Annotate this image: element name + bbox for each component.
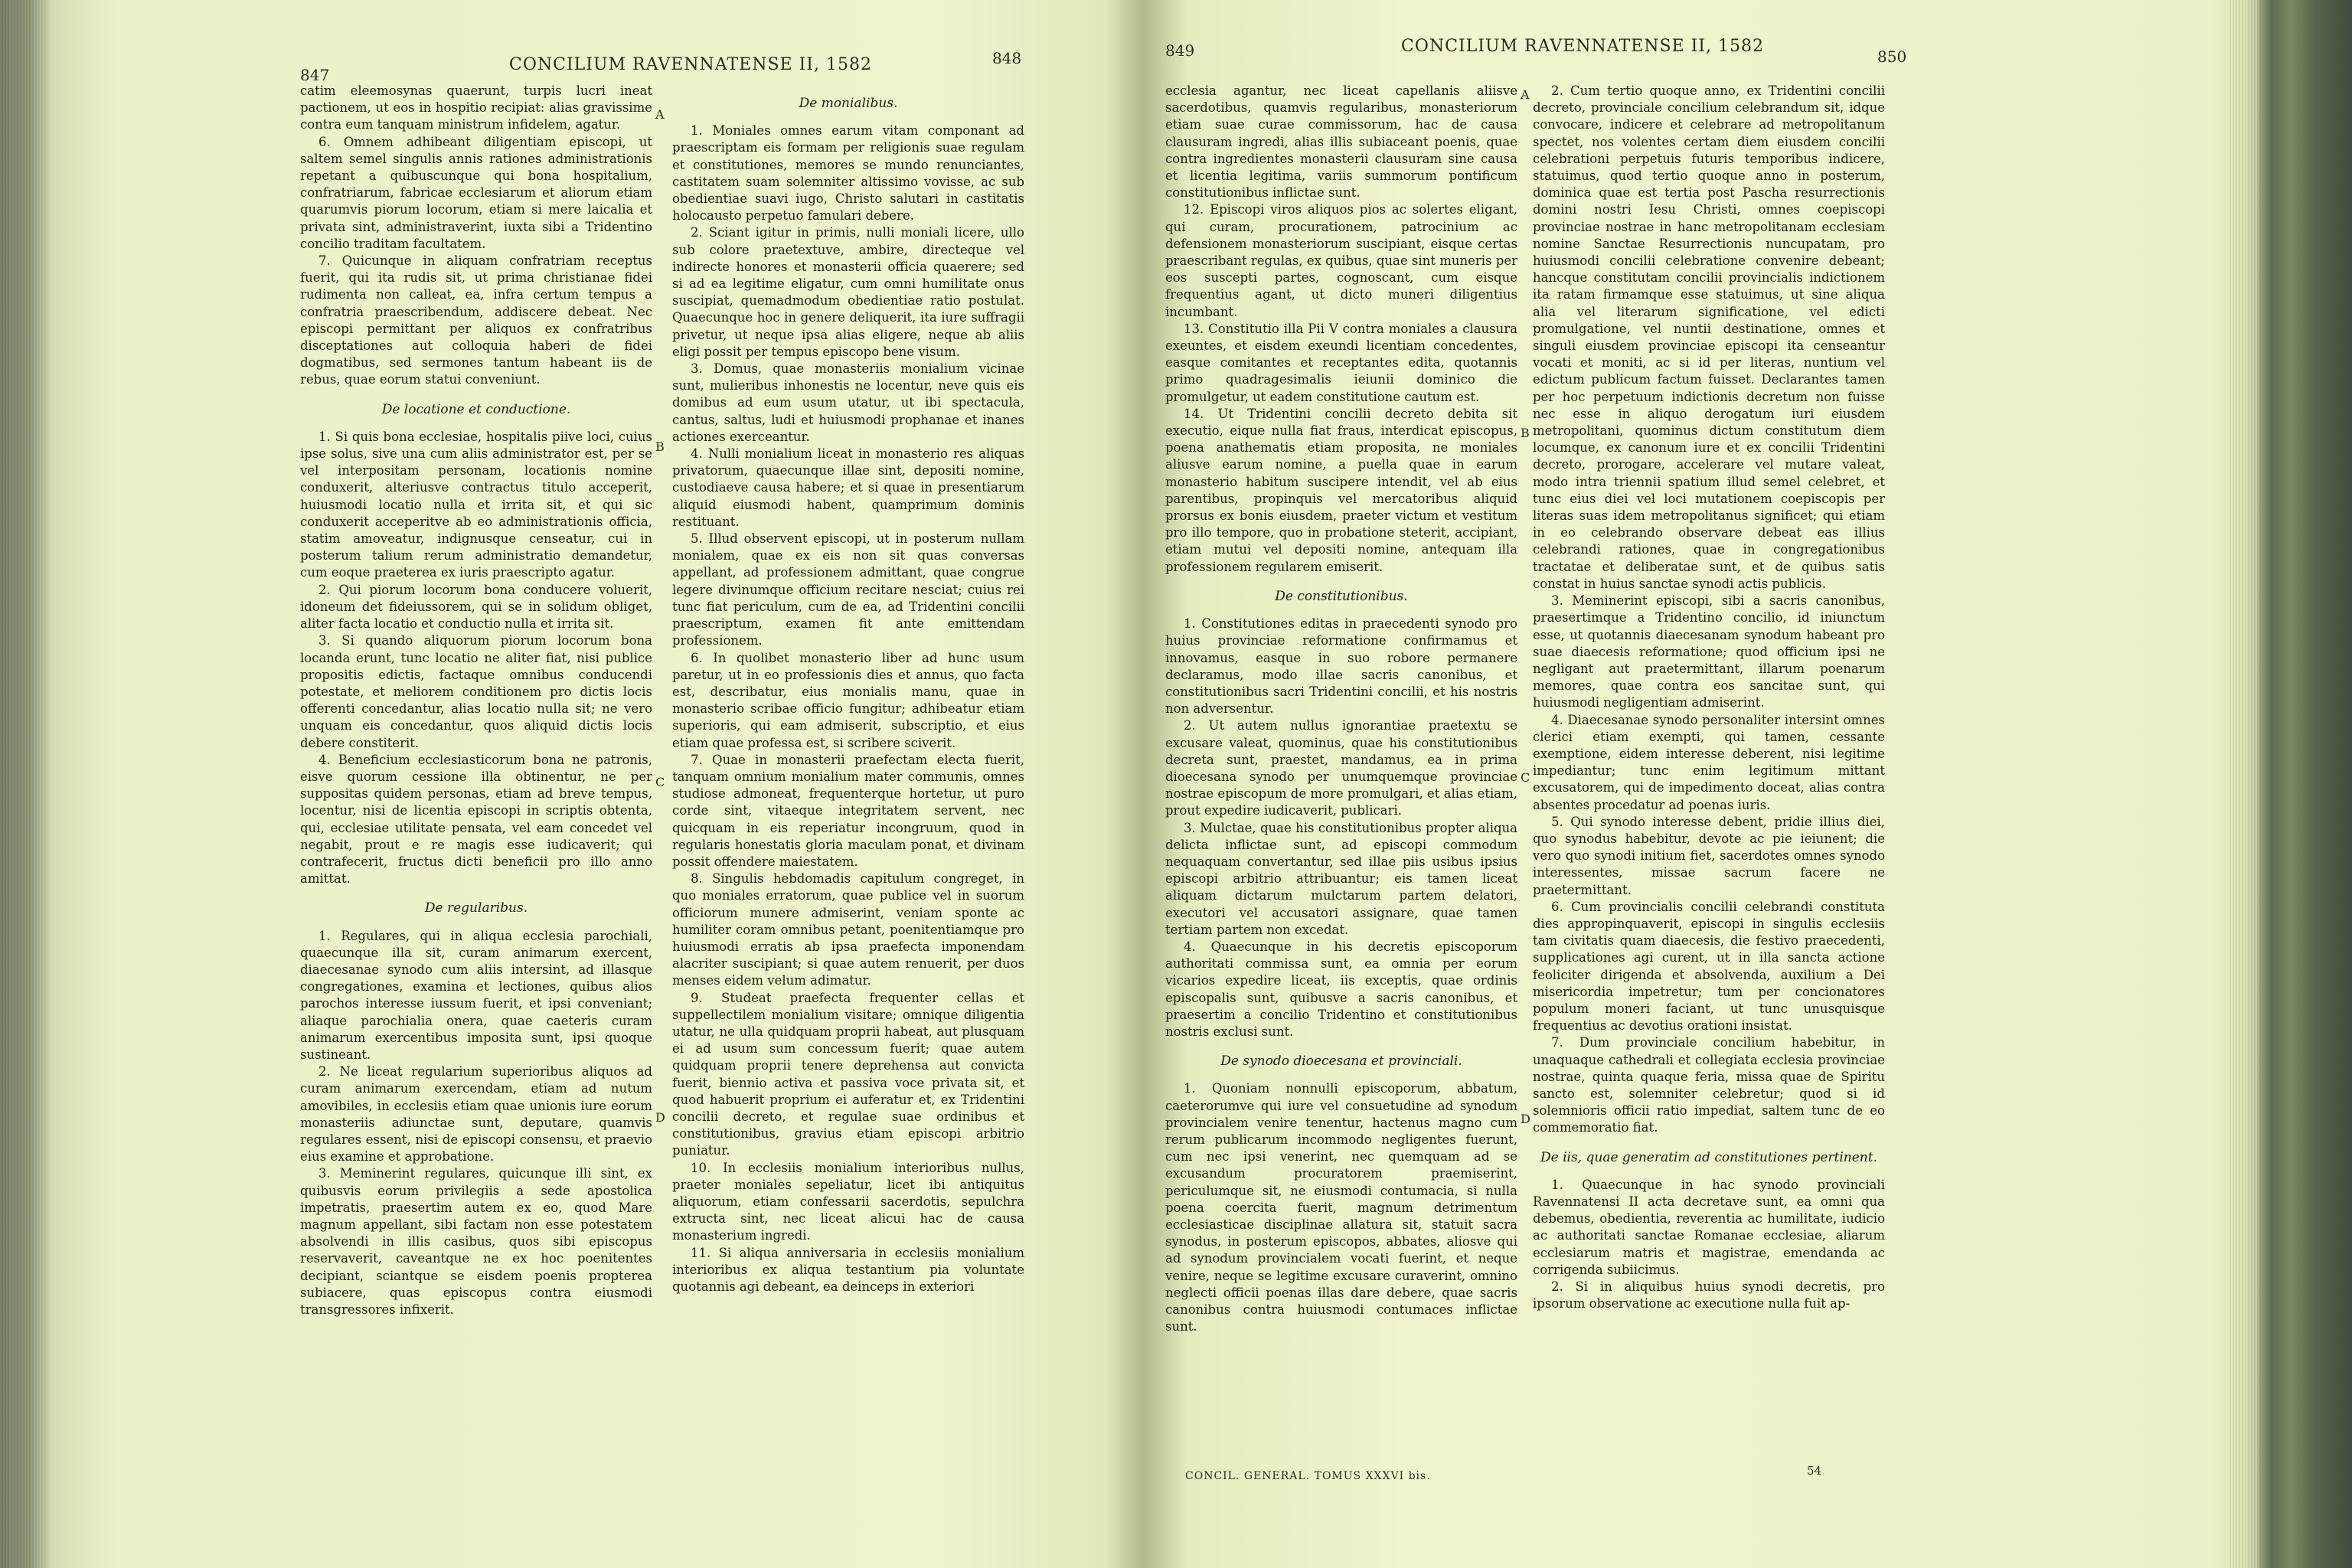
paragraph: 7. Quae in monasterii praefectam electa fuerit, tanquam omnium monialium mater communis, omnes studiose admoneat, frequenterque hortetur, ut puro corde sint, vitaeque integritatem servent, nec quicquam in eis reperiatur incongruum, quod in regularis honestatis gloria maculam ponat, et divinam possit offendere maiestatem. (672, 752, 1024, 869)
paragraph: 2. Si in aliquibus huius synodi decretis, pro ipsorum observatione ac executione nulla fuit ap- (1533, 1279, 1885, 1312)
paragraph: 1. Quaecunque in hac synodo provinciali Ravennatensi II acta decretave sunt, ea omni qua debemus, obedientia, reverentia ac humilitate, iudicio ac authoritati sanctae Romanae ecclesiae, aliarum ecclesiarum matris et magistrae, emendanda ac corrigenda subiicimus. (1533, 1177, 1885, 1277)
page-edges-left (0, 0, 46, 1568)
paragraph: 7. Quicunque in aliquam confratriam receptus fuerit, qui ita rudis sit, ut prima christianae fidei rudimenta non calleat, ea, infra certum tempus a confratria praescribendum, addiscere debeat. Nec episcopi permittant per aliquos ex confratribus disceptationes aut colloquia haberi de fidei dogmatibus, sed sermones tantum habeant iis de rebus, quae eorum statui conveniunt. (300, 253, 652, 387)
margin-letter-b-left: B (655, 439, 665, 454)
section-heading: De iis, quae generatim ad constitutiones pertinent. (1540, 1149, 1877, 1165)
page-number-848: 848 (992, 49, 1022, 67)
paragraph: 4. Diaecesanae synodo personaliter intersint omnes clerici etiam exempti, qui tamen, cessante exemptione, eidem interesse deberent, nisi legitime impediantur; tunc enim legitimum mittant excusatorem, qui de impedimento doceat, alias contra absentes procedatur ad poenas iuris. (1533, 712, 1885, 812)
section-heading: De constitutionibus. (1275, 588, 1408, 604)
section-heading: De monialibus. (799, 96, 898, 111)
paragraph: 2. Cum tertio quoque anno, ex Tridentini concilii decreto, provinciale concilium celebrandum sit, idque convocare, indicere et celebrare ad metropolitanum spectet, nos volentes certam diem eiusdem concilii celebrationi perpetuis futuris temporibus indicere, statuimus, quod tertio quoque anno in posterum, dominica quae est tertia post Pascha resurrectionis domini nostri Iesu Christi, omnes coepiscopi provinciae nostrae in hanc metropolitanam ecclesiam nomine Sanctae Resurrectionis nuncupatam, pro huiusmodi concilii celebratione convenire debeant; hancque constitutam concilii provincialis indictionem ita ratam firmamque esse statuimus, ut sine aliqua alia vel literarum significatione, vel edicti promulgatione, vel nuntii destinatione, omnes et singuli eiusdem provinciae episcopi ita censeantur vocati et moniti, ac si id per literas, nuntium vel edictum publicum factum fuisset. Declarantes tamen per hoc perpetuum indictionis decretum non fuisse nec esse in aliquo derogatum iuri eiusdem metropolitani, quominus dictum constitutum diem locumque, ex canonum iure et ex concilii Tridentini decreto, prorogare, accelerare vel mutare valeat, modo intra triennii spatium illud semel celebret, et tunc eius diei vel loci mutationem coepiscopis per literas suas idem metropolitanus significet; qui etiam in eo celebrando observare debeat eas illius celebrandi rationes, quae in congregationibus tractatae et deliberatae sunt, et de quibus satis constat in huius sanctae synodi actis publicis. (1533, 83, 1885, 591)
right-page-column-1 (1165, 83, 1517, 1522)
left-page-column-1 (300, 83, 652, 1522)
page-number-850: 850 (1877, 47, 1907, 66)
folio-number: 54 (1807, 1464, 1822, 1478)
paragraph: 3. Si quando aliquorum piorum locorum bona locanda erunt, tunc locatio ne aliter fiat, nisi publice propositis edictis, factaque omnibus conducendi potestate, et meliorem conditionem pro dictis locis offerenti concedantur, alias locatio nulla sit; ne vero unquam eis concedantur, quos aliquid dictis locis debere constiterit. (300, 633, 652, 750)
paragraph: 5. Qui synodo interesse debent, pridie illius diei, quo synodus habebitur, devote ac pie ieiunent; die vero quo synodi initium fiet, sacerdotes omnes synodo interessentes, missae sacrum facere ne praetermittant. (1533, 814, 1885, 897)
paragraph: 4. Quaecunque in his decretis episcoporum authoritati commissa sunt, ea omnia per eorum vicarios expedire liceat, iis exceptis, quae ordinis episcopalis sunt, quibusve a sacris canonibus, et praesertim a concilio Tridentino et constitutionibus nostris exclusi sunt. (1165, 939, 1517, 1039)
paragraph: 1. Regulares, qui in aliqua ecclesia parochiali, quaecunque illa sit, curam animarum exercent, diaecesanae synodo cum aliis intersint, ad illasque congregationes, examina et lectiones, quibus alios parochos interesse iussum fuerit, et ipsi conveniant; aliaque parochialia onera, quae caeteris curam animarum exercentibus imposita sunt, ipsi quoque sustineant. (300, 928, 652, 1062)
paragraph: ecclesia agantur, nec liceat capellanis aliisve sacerdotibus, quamvis regularibus, monasteriorum etiam suae curae commissorum, hac de causa clausuram ingredi, alias illis subiaceant poenis, quae contra ingredientes monasterii clausuram sine causa et licentia legitima, variis summorum pontificum constitutionibus inflictae sunt. (1165, 83, 1517, 201)
paragraph: 2. Sciant igitur in primis, nulli moniali licere, ullo sub colore praetextuve, ambire, directeque vel indirecte honores et monasterii officia quaerere; sed si ad ea legitime eligatur, cum omni humilitate onus suscipiat, quemadmodum obedientiae ratio postulat. Quaecunque hoc in genere deliquerit, ita iure suffragii privetur, ut neque ipsa alias eligere, neque ab aliis eligi possit per tempus episcopo bene visum. (672, 225, 1024, 359)
paragraph: 2. Ut autem nullus ignorantiae praetextu se excusare valeat, quominus, quae his constitutionibus decreta sunt, praestet, mandamus, ea in prima dioecesana synodo per unumquemque provinciae nostrae episcopum de more promulgari, et alias etiam, prout expedire iudicaverit, publicari. (1165, 718, 1517, 818)
paragraph: 11. Si aliqua anniversaria in ecclesiis monialium interioribus ex aliqua testantium pia voluntate quotannis agi debeant, ea deinceps in exteriori (672, 1245, 1024, 1295)
margin-letter-d-right: D (1521, 1112, 1530, 1126)
page-number-847: 847 (300, 66, 330, 84)
section-heading: De regularibus. (424, 900, 528, 916)
margin-letter-a-left: A (655, 107, 665, 122)
paragraph: 3. Meminerint episcopi, sibi a sacris canonibus, praesertimque a Tridentino concilio, id iniunctum esse, ut quotannis diaecesanam synodum habeant pro suae diaecesis reformatione; quod officium ipsi ne negligant aut praetermittant, illarum poenarum memores, quae contra eos sancitae sunt, qui huiusmodi negligentiam admiserint. (1533, 593, 1885, 710)
margin-letter-c-left: C (655, 775, 665, 789)
section-heading: De locatione et conductione. (381, 401, 571, 417)
page-edges-right (2228, 0, 2259, 1568)
running-head-left: CONCILIUM RAVENNATENSE II, 1582 (509, 55, 872, 74)
paragraph: 3. Mulctae, quae his constitutionibus propter aliqua delicta inflictae sunt, ad episcopi commodum nequaquam convertantur, sed illae piis usibus ipsius episcopi arbitrio attribuantur; eis tamen liceat aliquam dictarum mulctarum partem delatori, executori vel accusatori assignare, quae tamen tertiam partem non excedat. (1165, 820, 1517, 937)
margin-letter-c-right: C (1521, 770, 1530, 785)
paragraph: catim eleemosynas quaerunt, turpis lucri ineat pactionem, ut eos in hospitio recipiat: alias gravissime contra eum tanquam ministrum infidelem, agatur. (300, 83, 652, 132)
margin-letter-a-right: A (1521, 87, 1530, 102)
paragraph: 1. Constitutiones editas in praecedenti synodo pro huius provinciae reformatione confirmamus et innovamus, easque in suo robore permanere declaramus, modo illae sacris canonibus, et constitutionibus sacri Tridentini concilii, et his nostris non adversentur. (1165, 616, 1517, 717)
margin-letter-b-right: B (1521, 426, 1530, 440)
paragraph: 2. Ne liceat regularium superioribus aliquos ad curam animarum exercendam, etiam ad nutum amovibiles, in ecclesiis etiam quae unionis iure eorum monasteriis adiunctae sunt, deputare, quamvis regulares essent, nisi de episcopi consensu, et praevio eius examine et approbatione. (300, 1064, 652, 1165)
signature-line: CONCIL. GENERAL. TOMUS XXXVI bis. (1185, 1470, 1431, 1482)
paragraph: 10. In ecclesiis monialium interioribus nullus, praeter moniales sepeliatur, licet ibi antiquitus aliquorum, etiam confessarii sacerdotis, sepulchra extructa sint, nec liceat alicui hac de causa monasterium ingredi. (672, 1160, 1024, 1243)
paragraph: 6. In quolibet monasterio liber ad hunc usum paretur, ut in eo professionis dies et annus, quo facta est, describatur, eius monialis manu, quae in monasterio scribae officio fungitur; adhibeatur etiam superioris, qui eam admiserit, subscriptio, et eius etiam quae professa est, si scribere sciverit. (672, 650, 1024, 750)
paragraph: 6. Cum provincialis concilii celebrandi constituta dies appropinquaverit, episcopi in singulis ecclesiis tam civitatis quam diaecesis, die festivo praecedenti, supplicationes agi curent, ut in illa sancta actione feoliciter dirigenda et absolvenda, auxilium a Dei misericordia impetretur; tum per concionatores populum moneri faciant, ut tunc unusquisque frequentius ac devotius orationi insistat. (1533, 899, 1885, 1034)
paragraph: 4. Nulli monialium liceat in monasterio res aliquas privatorum, quaecunque illae sint, depositi nomine, custodiaeve causa habere; et si quae in presentiarum aliquid eiusmodi habent, quamprimum dominis restituant. (672, 446, 1024, 529)
paragraph: 1. Moniales omnes earum vitam componant ad praescriptam eis formam per religionis suae regulam et constitutiones, memores se mundo renunciantes, castitatem suam solemniter altissimo vovisse, ac sub obedientiae suavi iugo, Christo salutari in castitatis holocausto perpetuo famulari debere. (672, 123, 1024, 224)
section-heading: De synodo dioecesana et provinciali. (1220, 1054, 1462, 1070)
paragraph: 6. Omnem adhibeant diligentiam episcopi, ut saltem semel singulis annis rationes administrationis repetant a quibuscunque qui bona hospitalium, confratriarum, fabricae ecclesiarum et aliorum etiam quarumvis piorum locorum, etiam si mere laicalia et privata sint, administraverint, iuxta sibi a Tridentino concilio traditam facultatem. (300, 134, 652, 251)
page-number-849: 849 (1165, 41, 1195, 60)
right-page-column-2 (1533, 83, 1885, 1522)
paragraph: 4. Beneficium ecclesiasticorum bona ne patronis, eisve quorum cessione illa obtinentur, ne per suppositas quidem personas, etiam ad breve tempus, locentur, nisi de licentia episcopi in scriptis obtenta, qui, ecclesiae utilitate pensata, vel eam concedet vel negabit, prout e re magis esse iudicaverit; qui contrafecerit, fructus dicti beneficii pro illo anno amittat. (300, 752, 652, 887)
paragraph: 14. Ut Tridentini concilii decreto debita sit executio, eique nulla fiat fraus, interdicat episcopus, poena anathematis etiam proposita, ne moniales aliusve earum nomine, a puella quae in earum monasterio habitum suscipere intendit, vel ab eius parentibus, propinquis vel mercatoribus aliquid prorsus ex bonis eiusdem, praeter victum et vestitum pro illo tempore, quo in probatione steterit, accipiant, etiam mutui vel depositi nomine, antequam illa professionem regularem emiserit. (1165, 406, 1517, 574)
paragraph: 13. Constitutio illa Pii V contra moniales a clausura exeuntes, et eisdem exeundi licentiam concedentes, easque comitantes et receptantes edita, quotannis primo quadragesimalis ieiunii dominico die promulgetur, ut eadem constitutione cautum est. (1165, 321, 1517, 404)
paragraph: 3. Meminerint regulares, quicunque illi sint, ex quibusvis eorum privilegiis a sede apostolica impetratis, praesertim autem ex eo, quod Mare magnum appellant, sibi factam non esse potestatem absolvendi in illis casibus, quos sibi episcopus reservaverit, caveantque ne ex hoc poenitentes decipiant, sciantque se eisdem poenis propterea subiacere, quas episcopus contra eiusmodi transgressores infixerit. (300, 1166, 652, 1318)
paragraph: 8. Singulis hebdomadis capitulum congreget, in quo moniales erratorum, quae publice vel in suorum officiorum munere admiserint, veniam sponte ac humiliter coram omnibus petant, poenitentiamque pro huiusmodi erratis ab ipsa praefecta imponendam alacriter suscipiant; si quae autem renuerit, per duos menses eidem velum adimatur. (672, 871, 1024, 988)
paragraph: 1. Si quis bona ecclesiae, hospitalis piive loci, cuius ipse solus, sive una cum aliis administrator est, per se vel interpositam personam, locationis nomine conduxerit, alteriusve contractus titulo acceperit, huiusmodi locatio nulla et irrita sit, et qui sic conduxerit acceperitve ab eo administrationis officia, statim amoveatur, indignusque censeatur, cui in posterum talium rerum administratio demandetur, cum eoque praeterea ex iuris praescripto agatur. (300, 429, 652, 580)
paragraph: 9. Studeat praefecta frequenter cellas et suppellectilem monialium visitare; omnique diligentia utatur, ne ulla quidquam proprii habeat, aut plusquam ei ad usum sum concessum fuerit; quae autem quidquam proprii tenere deprehensa aut convicta fuerit, biennio activa et passiva voce privata sit, et quod habuerit proprium ei auferatur et, ex Tridentini concilii decreto, et regulae suae ordinibus et constitutionibus, gravius etiam episcopi arbitrio puniatur. (672, 990, 1024, 1158)
paragraph: 2. Qui piorum locorum bona conducere voluerit, idoneum det fideiussorem, qui se in solidum obliget, aliter facta locatio et conductio nulla et irrita sit. (300, 582, 652, 632)
left-page-column-2 (672, 83, 1024, 1522)
margin-letter-d-left: D (655, 1110, 665, 1125)
paragraph: 12. Episcopi viros aliquos pios ac solertes eligant, qui curam, procurationem, patrocinium ac defensionem monasteriorum suscipiant, eisque certas praescribant regulas, ex quibus, quae sint muneris per eos suscepti partes, cognoscant, cum eisque frequentius agant, ut dicto muneri diligentius incumbant. (1165, 202, 1517, 319)
paragraph: 7. Dum provinciale concilium habebitur, in unaquaque cathedrali et collegiata ecclesia provinciae nostrae, quinta quaque feria, missa quae de Spiritu sancto est, solemniter celebretur; quod si id solemnioris officii ratio impediat, saltem tunc de eo commemoratio fiat. (1533, 1035, 1885, 1135)
paragraph: 5. Illud observent episcopi, ut in posterum nullam monialem, quae ex eis non sit quas conversas appellant, ad professionem admittant, quae congrue legere divinumque officium recitare nesciat; cuius rei tunc fiat periculum, cum de ea, ad Tridentini concilii praescriptum, examen fit ante emittendam professionem. (672, 531, 1024, 648)
running-head-right: CONCILIUM RAVENNATENSE II, 1582 (1401, 37, 1764, 56)
paragraph: 3. Domus, quae monasteriis monialium vicinae sunt, mulieribus inhonestis ne locentur, neve quis eis domibus ad eum usum utatur, ut ibi spectacula, cantus, saltus, ludi et huiusmodi prophanae et inanes actiones exerceantur. (672, 361, 1024, 444)
paragraph: 1. Quoniam nonnulli episcoporum, abbatum, caeterorumve qui iure vel consuetudine ad synodum provincialem venire tenentur, hactenus magno cum rerum publicarum incommodo negligentes fuerunt, cum nec ipsi venerint, nec quemquam ad se excusandum procuratorem praemiserint, periculumque sit, ne eiusmodi contumacia, si nulla poena coercita fuerit, magnum detrimentum ecclesiasticae disciplinae allatura sit, statuit sacra synodus, in posterum episcopos, abbates, aliosve qui ad synodum provincialem vocati fuerint, et neque venire, neque se legitime excusare curaverint, omnino neglecti officii poenas illas dare debere, quae sacris canonibus contra huiusmodi contumaces inflictae sunt. (1165, 1081, 1517, 1334)
